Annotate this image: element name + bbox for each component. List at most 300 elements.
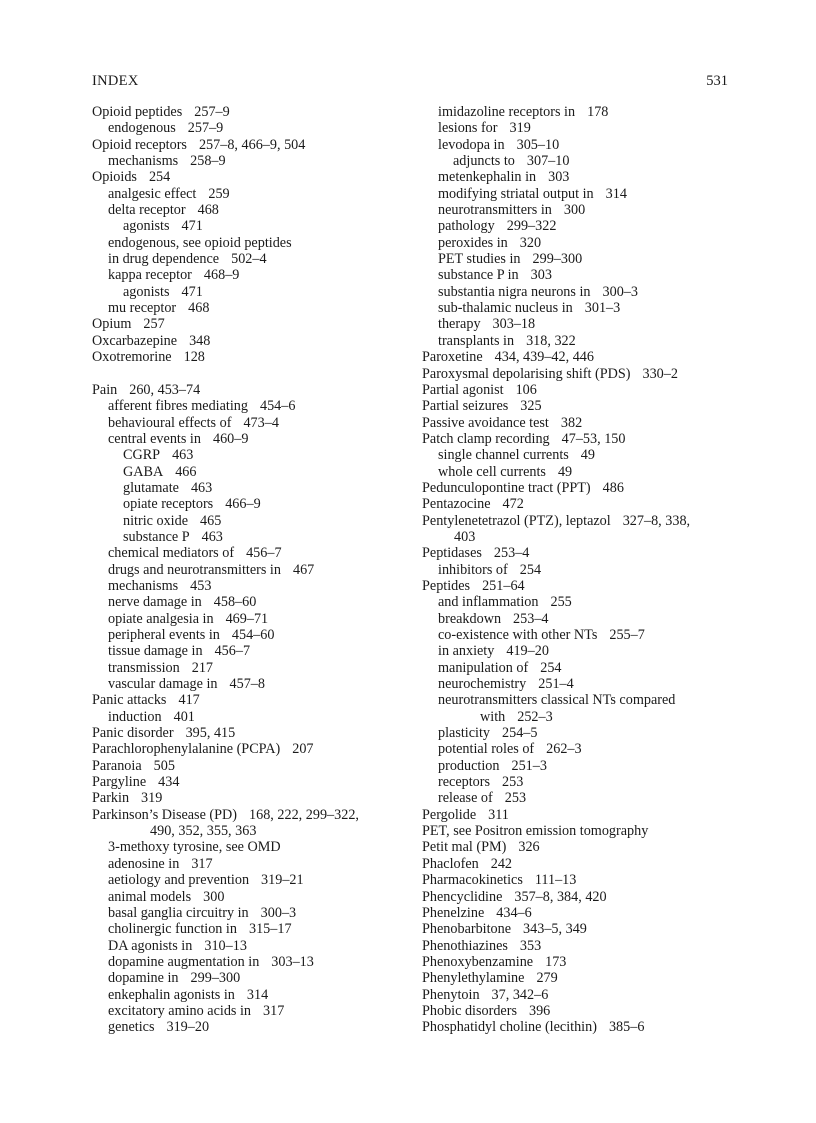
entry-term: Paroxysmal depolarising shift (PDS) xyxy=(422,365,631,382)
index-subentry xyxy=(92,300,404,316)
entry-pages: 463 xyxy=(190,479,213,496)
index-entry xyxy=(422,921,740,937)
entry-term: animal models xyxy=(108,888,192,905)
entry-pages: 395, 415 xyxy=(185,725,236,742)
entry-pages: 253 xyxy=(504,790,527,807)
index-subentry xyxy=(92,267,404,283)
entry-term: Phencyclidine xyxy=(422,888,503,905)
entry-pages: 314 xyxy=(246,986,269,1003)
entry-term: Peptides xyxy=(422,577,471,594)
index-entry xyxy=(422,954,740,970)
entry-pages: 318, 322 xyxy=(526,332,576,349)
entry-term: and inflammation xyxy=(438,594,539,611)
index-subentry xyxy=(92,153,404,169)
entry-pages: 468 xyxy=(197,202,219,219)
entry-term: neurotransmitters in xyxy=(438,202,552,219)
index-subentry xyxy=(422,464,740,480)
entry-term: Oxcarbazepine xyxy=(92,332,178,349)
entry-term: aetiology and prevention xyxy=(108,872,250,889)
index-subentry xyxy=(92,872,404,888)
entry-pages: 319–20 xyxy=(166,1019,210,1036)
index-subentry xyxy=(422,741,740,757)
index-entry xyxy=(422,496,740,512)
index-subentry xyxy=(422,316,740,332)
index-subentry xyxy=(92,709,404,725)
entry-term: substance P in xyxy=(438,267,519,284)
index-entry xyxy=(422,480,740,496)
index-subentry xyxy=(422,774,740,790)
entry-pages: 303–18 xyxy=(492,316,536,333)
entry-pages: 502–4 xyxy=(231,251,267,268)
entry-term: modifying striatal output in xyxy=(438,185,594,202)
index-subentry xyxy=(92,513,404,529)
index-subentry xyxy=(92,120,404,136)
entry-pages: 217 xyxy=(191,659,214,676)
index-subentry xyxy=(92,627,404,643)
entry-term: Opioid receptors xyxy=(92,136,187,153)
index-entry xyxy=(422,970,740,986)
entry-term: 403 xyxy=(454,528,476,545)
entry-term: agonists xyxy=(123,283,170,300)
entry-pages: 319 xyxy=(141,790,163,807)
entry-term: endogenous xyxy=(108,120,176,137)
entry-term: mechanisms xyxy=(108,577,179,594)
index-subentry xyxy=(422,120,740,136)
entry-term: CGRP xyxy=(123,447,161,464)
entry-pages: 257–8, 466–9, 504 xyxy=(198,136,306,153)
index-entry xyxy=(92,741,404,757)
entry-term: in drug dependence xyxy=(108,251,220,268)
entry-term: transplants in xyxy=(438,332,515,349)
entry-pages: 463 xyxy=(172,447,194,464)
entry-term: receptors xyxy=(438,774,490,791)
entry-term: potential roles of xyxy=(438,741,535,758)
entry-pages: 254–5 xyxy=(502,725,538,742)
index-subentry xyxy=(422,562,740,578)
entry-pages: 317 xyxy=(191,855,213,872)
entry-term: Partial agonist xyxy=(422,381,504,398)
index-subentry xyxy=(92,970,404,986)
entry-term: Opioid peptides xyxy=(92,104,183,120)
entry-term: Paroxetine xyxy=(422,349,483,366)
entry-term: Oxotremorine xyxy=(92,349,172,366)
index-subentry xyxy=(422,251,740,267)
index-subentry xyxy=(422,169,740,185)
index-subentry xyxy=(92,496,404,512)
entry-term: basal ganglia circuitry in xyxy=(108,904,249,921)
index-entry xyxy=(422,513,740,529)
index-entry xyxy=(92,137,404,153)
entry-term: analgesic effect xyxy=(108,185,197,202)
index-entry xyxy=(92,790,404,806)
entry-pages: 253–4 xyxy=(513,610,549,627)
entry-term: Phosphatidyl choline (lecithin) xyxy=(422,1019,597,1036)
index-subentry xyxy=(422,447,740,463)
entry-pages: 471 xyxy=(181,218,203,235)
index-subentry xyxy=(92,415,404,431)
entry-pages: 454–60 xyxy=(231,627,275,643)
entry-term: Petit mal (PM) xyxy=(422,839,507,856)
index-subentry xyxy=(92,660,404,676)
index-subentry xyxy=(92,611,404,627)
entry-pages: 300–3 xyxy=(260,904,297,921)
entry-term: dopamine in xyxy=(108,970,179,987)
entry-pages: 257 xyxy=(143,316,165,333)
entry-pages: 255–7 xyxy=(609,627,645,643)
entry-term: Pentylenetetrazol (PTZ), leptazol xyxy=(422,512,611,529)
index-subentry xyxy=(422,218,740,234)
entry-pages: 456–7 xyxy=(246,545,282,562)
entry-term: Phenobarbitone xyxy=(422,921,512,938)
entry-term: Phaclofen xyxy=(422,855,479,872)
index-subentry xyxy=(422,676,740,692)
entry-term: DA agonists in xyxy=(108,937,193,954)
entry-pages: 257–9 xyxy=(187,120,224,137)
entry-term: nerve damage in xyxy=(108,594,202,611)
entry-pages: 419–20 xyxy=(506,643,549,660)
entry-pages: 401 xyxy=(173,708,195,725)
entry-pages: 303–13 xyxy=(271,953,314,970)
index-subentry xyxy=(422,267,740,283)
entry-pages: 47–53, 150 xyxy=(561,430,626,447)
index-subentry xyxy=(92,889,404,905)
index-subentry xyxy=(92,839,404,855)
entry-pages: 178 xyxy=(587,104,609,120)
index-entry-continuation xyxy=(92,823,404,839)
entry-term: with xyxy=(480,708,506,725)
entry-term: adenosine in xyxy=(108,855,180,872)
entry-pages: 254 xyxy=(540,659,562,676)
entry-pages: 303 xyxy=(548,169,570,186)
entry-term: transmission xyxy=(108,659,180,676)
index-entry xyxy=(92,758,404,774)
index-entry-continuation xyxy=(422,529,740,545)
index-subentry xyxy=(92,235,404,251)
entry-term: adjuncts to xyxy=(453,153,515,170)
entry-term: Pharmacokinetics xyxy=(422,872,523,889)
entry-pages: 257–9 xyxy=(194,104,230,120)
index-entry xyxy=(92,104,404,120)
entry-pages: 473–4 xyxy=(243,414,279,431)
entry-pages: 417 xyxy=(178,692,200,709)
index-subentry xyxy=(422,643,740,659)
entry-pages: 311 xyxy=(488,806,509,823)
entry-term: delta receptor xyxy=(108,202,186,219)
index-subentry xyxy=(92,938,404,954)
entry-pages: 467 xyxy=(292,561,315,578)
entry-term: Panic disorder xyxy=(92,725,174,742)
entry-pages: 326 xyxy=(518,839,540,856)
index-entry xyxy=(422,431,740,447)
entry-term: Panic attacks xyxy=(92,692,167,709)
entry-term: central events in xyxy=(108,430,201,447)
index-entry xyxy=(422,1019,740,1035)
entry-term: manipulation of xyxy=(438,659,529,676)
entry-term: enkephalin agonists in xyxy=(108,986,235,1003)
entry-term: substantia nigra neurons in xyxy=(438,283,591,300)
entry-pages: 330–2 xyxy=(642,365,678,382)
entry-pages: 456–7 xyxy=(214,643,251,660)
index-entry xyxy=(92,333,404,349)
entry-term: dopamine augmentation in xyxy=(108,953,260,970)
entry-pages: 348 xyxy=(189,332,211,349)
index-subentry xyxy=(92,856,404,872)
index-subentry xyxy=(92,1019,404,1035)
index-subentry xyxy=(92,447,404,463)
entry-term: production xyxy=(438,757,500,774)
entry-term: 3-methoxy tyrosine, see OMD xyxy=(108,839,281,856)
entry-group-gap xyxy=(92,366,404,382)
entry-pages: 305–10 xyxy=(516,136,560,153)
entry-pages: 300 xyxy=(563,202,586,219)
entry-term: PET studies in xyxy=(438,251,521,268)
index-entry xyxy=(422,856,740,872)
index-entry xyxy=(422,872,740,888)
entry-term: afferent fibres mediating xyxy=(108,398,248,415)
index-entry xyxy=(422,987,740,1003)
index-subentry xyxy=(92,480,404,496)
entry-term: Phenylethylamine xyxy=(422,970,525,987)
entry-term: Parachlorophenylalanine (PCPA) xyxy=(92,741,281,758)
entry-pages: 207 xyxy=(292,741,314,758)
index-entry xyxy=(422,823,740,839)
entry-pages: 258–9 xyxy=(190,153,226,170)
index-entry-continuation xyxy=(422,709,740,725)
entry-term: Pentazocine xyxy=(422,496,491,513)
entry-term: Opioids xyxy=(92,169,137,186)
entry-term: Peptidases xyxy=(422,545,482,562)
entry-term: levodopa in xyxy=(438,136,505,153)
entry-pages: 49 xyxy=(557,463,573,480)
index-subentry xyxy=(422,611,740,627)
entry-pages: 453 xyxy=(190,577,212,594)
entry-term: Phenoxybenzamine xyxy=(422,953,534,970)
entry-pages: 468 xyxy=(188,300,210,317)
entry-pages: 128 xyxy=(183,349,205,366)
index-subentry xyxy=(422,594,740,610)
index-subentry xyxy=(92,921,404,937)
index-subentry xyxy=(422,284,740,300)
index-entry xyxy=(422,839,740,855)
index-subentry xyxy=(92,643,404,659)
index-subentry xyxy=(92,562,404,578)
index-subentry xyxy=(422,758,740,774)
index-subentry xyxy=(92,905,404,921)
entry-pages: 325 xyxy=(520,398,542,415)
entry-term: Phenothiazines xyxy=(422,937,508,954)
entry-pages: 465 xyxy=(200,512,222,529)
entry-term: Pergolide xyxy=(422,806,477,823)
index-subentry xyxy=(92,594,404,610)
entry-term: whole cell currents xyxy=(438,463,546,480)
index-subentry xyxy=(422,202,740,218)
entry-term: plasticity xyxy=(438,725,491,742)
entry-term: endogenous, see opioid peptides xyxy=(108,234,292,251)
entry-pages: 466–9 xyxy=(225,496,261,513)
entry-term: excitatory amino acids in xyxy=(108,1002,252,1019)
entry-pages: 253–4 xyxy=(493,545,530,562)
entry-pages: 254 xyxy=(148,169,171,186)
index-subentry xyxy=(92,529,404,545)
index-subentry xyxy=(92,218,404,234)
index-entry xyxy=(92,807,404,823)
index-subentry xyxy=(422,300,740,316)
entry-term: Pedunculopontine tract (PPT) xyxy=(422,479,591,496)
entry-pages: 255 xyxy=(550,594,572,611)
entry-pages: 300 xyxy=(203,888,225,905)
entry-pages: 382 xyxy=(560,414,583,431)
entry-pages: 300–3 xyxy=(602,283,638,300)
entry-term: agonists xyxy=(123,218,170,235)
entry-pages: 357–8, 384, 420 xyxy=(514,888,607,905)
index-subentry xyxy=(422,333,740,349)
entry-pages: 454–6 xyxy=(259,398,296,415)
entry-term: opiate receptors xyxy=(123,496,214,513)
entry-pages: 253 xyxy=(502,774,524,791)
entry-pages: 260, 453–74 xyxy=(129,381,201,398)
entry-term: kappa receptor xyxy=(108,267,192,284)
index-subentry xyxy=(92,1003,404,1019)
index-subentry xyxy=(422,790,740,806)
entry-term: tissue damage in xyxy=(108,643,203,660)
entry-term: nitric oxide xyxy=(123,512,189,529)
entry-term: GABA xyxy=(123,463,164,480)
entry-term: Opium xyxy=(92,316,132,333)
entry-term: opiate analgesia in xyxy=(108,610,214,627)
entry-term: neurotransmitters classical NTs compared xyxy=(438,692,676,709)
index-subentry xyxy=(92,251,404,267)
entry-term: substance P xyxy=(123,528,190,545)
entry-term: drugs and neurotransmitters in xyxy=(108,561,281,578)
entry-term: metenkephalin in xyxy=(438,169,537,186)
entry-pages: 37, 342–6 xyxy=(491,986,549,1003)
entry-term: peripheral events in xyxy=(108,627,220,643)
entry-term: co-existence with other NTs xyxy=(438,627,598,643)
entry-pages: 262–3 xyxy=(546,741,582,758)
entry-pages: 471 xyxy=(181,283,203,300)
entry-term: Patch clamp recording xyxy=(422,430,550,447)
entry-term: chemical mediators of xyxy=(108,545,235,562)
index-subentry xyxy=(92,676,404,692)
index-entry xyxy=(92,382,404,398)
index-subentry xyxy=(422,692,740,708)
entry-pages: 343–5, 349 xyxy=(523,921,587,938)
entry-term: induction xyxy=(108,708,162,725)
entry-term: mu receptor xyxy=(108,300,177,317)
entry-pages: 327–8, 338, xyxy=(622,512,691,529)
index-entry xyxy=(422,578,740,594)
index-entry xyxy=(422,349,740,365)
entry-pages: 466 xyxy=(175,463,197,480)
entry-pages: 314 xyxy=(605,185,627,202)
entry-pages: 254 xyxy=(519,561,542,578)
entry-pages: 49 xyxy=(580,447,595,464)
index-subentry xyxy=(422,104,740,120)
index-subentry xyxy=(422,186,740,202)
entry-pages: 463 xyxy=(201,528,223,545)
entry-pages: 486 xyxy=(602,479,624,496)
entry-term: Phenytoin xyxy=(422,986,480,1003)
entry-term: imidazoline receptors in xyxy=(438,104,576,120)
index-subentry xyxy=(422,660,740,676)
entry-pages: 299–300 xyxy=(190,970,241,987)
entry-pages: 385–6 xyxy=(608,1019,645,1036)
entry-pages: 320 xyxy=(519,234,542,251)
entry-pages: 458–60 xyxy=(213,594,257,611)
index-subentry xyxy=(422,153,740,169)
index-entry xyxy=(422,366,740,382)
entry-pages: 252–3 xyxy=(517,708,553,725)
index-subentry xyxy=(92,578,404,594)
entry-term: lesions for xyxy=(438,120,498,137)
entry-pages: 315–17 xyxy=(248,921,292,938)
entry-term: Phobic disorders xyxy=(422,1002,517,1019)
entry-term: glutamate xyxy=(123,479,179,496)
entry-pages: 472 xyxy=(502,496,524,513)
entry-term: 490, 352, 355, 363 xyxy=(150,823,257,840)
index-subentry xyxy=(92,202,404,218)
entry-term: Paranoia xyxy=(92,757,142,774)
entry-term: genetics xyxy=(108,1019,155,1036)
entry-pages: 259 xyxy=(208,185,230,202)
entry-term: inhibitors of xyxy=(438,561,508,578)
entry-term: single channel currents xyxy=(438,447,569,464)
entry-term: in anxiety xyxy=(438,643,495,660)
entry-pages: 242 xyxy=(490,855,513,872)
entry-pages: 460–9 xyxy=(212,430,249,447)
entry-pages: 319 xyxy=(509,120,531,137)
index-entry xyxy=(422,415,740,431)
entry-term: breakdown xyxy=(438,610,502,627)
entry-pages: 468–9 xyxy=(203,267,240,284)
index-subentry xyxy=(422,137,740,153)
index-entry xyxy=(422,1003,740,1019)
entry-term: Parkinson’s Disease (PD) xyxy=(92,806,238,823)
index-entry xyxy=(92,725,404,741)
entry-pages: 111–13 xyxy=(534,872,577,889)
entry-pages: 469–71 xyxy=(225,610,269,627)
index-subentry xyxy=(92,954,404,970)
index-entry xyxy=(422,807,740,823)
entry-pages: 317 xyxy=(263,1002,285,1019)
entry-pages: 251–3 xyxy=(511,757,547,774)
index-entry xyxy=(422,545,740,561)
index-entry xyxy=(422,889,740,905)
entry-term: PET, see Positron emission tomography xyxy=(422,823,649,840)
index-subentry xyxy=(92,431,404,447)
entry-pages: 307–10 xyxy=(526,153,570,170)
index-column-left xyxy=(92,104,404,1036)
entry-pages: 299–322 xyxy=(506,218,557,235)
entry-pages: 303 xyxy=(530,267,552,284)
entry-term: Pain xyxy=(92,381,118,398)
index-subentry xyxy=(422,725,740,741)
index-subentry xyxy=(92,284,404,300)
entry-term: Partial seizures xyxy=(422,398,509,415)
entry-pages: 396 xyxy=(528,1002,551,1019)
index-entry xyxy=(422,382,740,398)
index-subentry xyxy=(92,545,404,561)
index-entry xyxy=(422,938,740,954)
entry-term: mechanisms xyxy=(108,153,179,170)
entry-term: sub-thalamic nucleus in xyxy=(438,300,573,317)
entry-pages: 457–8 xyxy=(229,676,265,693)
index-subentry xyxy=(92,398,404,414)
entry-pages: 434 xyxy=(158,774,180,791)
entry-pages: 301–3 xyxy=(584,300,621,317)
entry-pages: 251–64 xyxy=(482,577,525,594)
index-entry xyxy=(92,316,404,332)
